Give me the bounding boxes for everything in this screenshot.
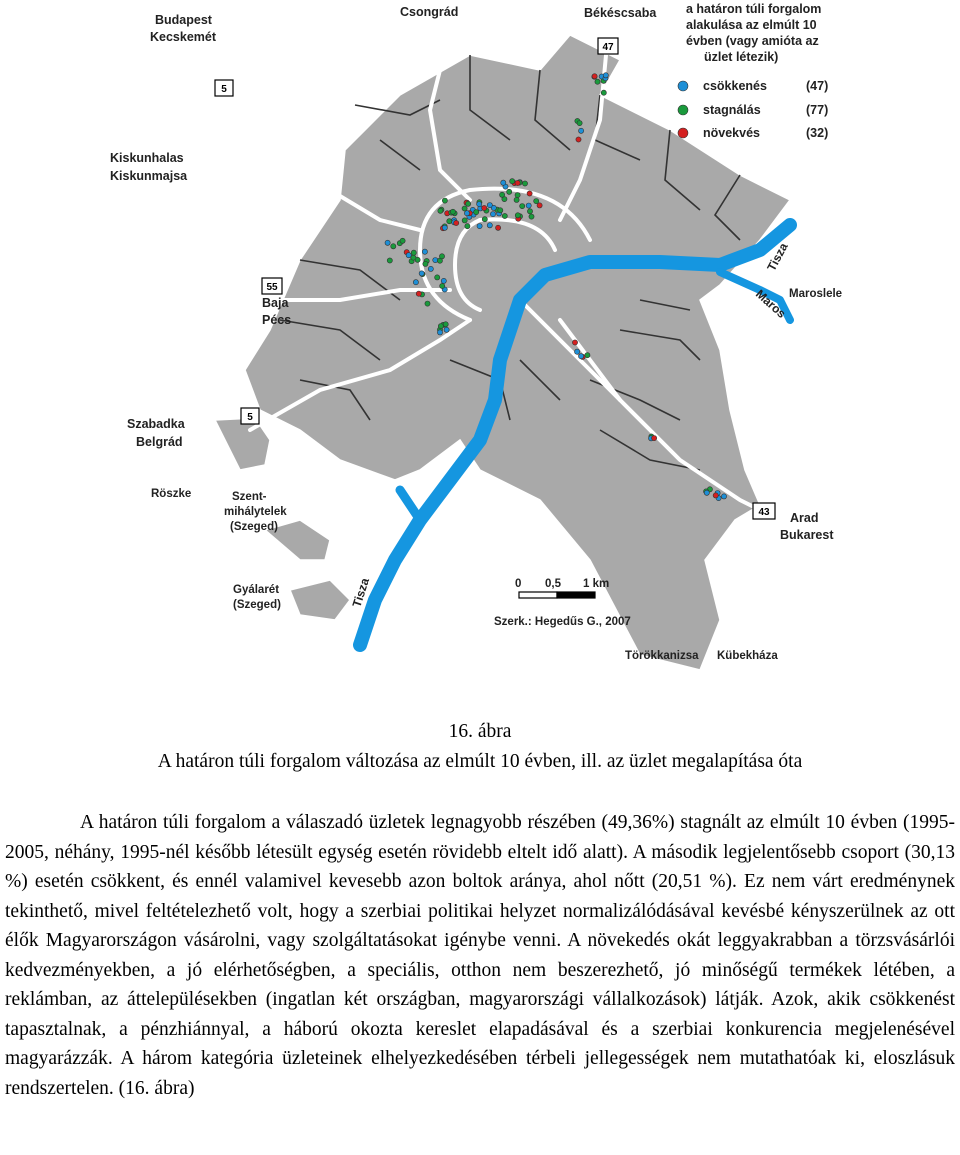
river-label-tisza-south: Tisza	[349, 576, 373, 609]
road-shield-5-south	[241, 408, 259, 424]
shop-marker	[579, 128, 584, 133]
shop-marker	[501, 180, 506, 185]
city-label-szentmihalytelek-2: mihálytelek	[224, 506, 287, 518]
shop-marker	[577, 121, 582, 126]
city-label-roszke: Röszke	[151, 488, 192, 500]
legend-count-decrease: (47)	[806, 79, 829, 93]
shop-marker	[438, 324, 443, 329]
shop-marker	[444, 327, 449, 332]
shop-marker	[423, 261, 428, 266]
city-label-belgrad: Belgrád	[136, 435, 183, 449]
legend-marker-stagnation	[678, 105, 688, 115]
city-label-szentmihalytelek-3: (Szeged)	[230, 521, 278, 533]
shop-marker	[419, 271, 424, 276]
city-label-szabadka: Szabadka	[127, 417, 185, 431]
shop-marker	[534, 199, 539, 204]
shop-marker	[496, 225, 501, 230]
shop-marker	[487, 223, 492, 228]
shop-marker	[406, 253, 411, 258]
shop-marker	[385, 240, 390, 245]
legend-title-line-1: a határon túli forgalom	[686, 2, 822, 16]
shop-marker	[391, 244, 396, 249]
shop-marker	[413, 280, 418, 285]
shop-marker	[515, 213, 520, 218]
legend-title-line-2: alakulása az elmúlt 10	[686, 18, 817, 32]
river-label-tisza-north: Tisza	[764, 240, 791, 274]
shop-marker	[537, 203, 542, 208]
city-label-pecs: Pécs	[262, 313, 292, 327]
shop-marker	[502, 213, 507, 218]
legend-count-increase: (32)	[806, 126, 829, 140]
city-label-kiskunmajsa: Kiskunmajsa	[110, 169, 188, 183]
shop-marker	[595, 79, 600, 84]
shop-marker	[435, 275, 440, 280]
city-label-bekescsaba: Békéscsaba	[584, 6, 657, 20]
scale-label-0: 0	[515, 578, 522, 590]
shop-marker	[466, 201, 471, 206]
road-number: 55	[266, 282, 278, 293]
scale-bar	[515, 578, 609, 598]
city-label-torokkanizsa: Törökkanizsa	[625, 650, 699, 662]
shop-marker	[400, 238, 405, 243]
legend-label-stagnation: stagnálás	[703, 103, 761, 117]
city-label-csongrad: Csongrád	[400, 5, 459, 19]
road-shield-43	[753, 503, 775, 519]
shop-marker	[487, 203, 492, 208]
shop-marker	[592, 74, 597, 79]
legend-title-line-3: évben (vagy amióta az	[686, 34, 819, 48]
city-label-arad: Arad	[790, 511, 819, 525]
shop-marker	[462, 218, 467, 223]
figure-number: 16. ábra	[448, 721, 512, 742]
shop-marker	[474, 210, 479, 215]
map-legend	[678, 2, 828, 140]
city-label-szentmihalytelek-1: Szent-	[232, 491, 267, 503]
city-label-gyalaret-1: Gyálarét	[233, 584, 280, 596]
shop-marker	[425, 301, 430, 306]
shop-marker	[462, 206, 467, 211]
legend-label-increase: növekvés	[703, 126, 760, 140]
city-label-kubekhaza: Kübekháza	[717, 650, 778, 662]
city-label-maroslele: Maroslele	[789, 288, 843, 300]
city-label-baja: Baja	[262, 296, 289, 310]
shop-marker	[500, 192, 505, 197]
road-number: 5	[221, 84, 227, 95]
shop-marker	[490, 212, 495, 217]
shop-marker	[428, 266, 433, 271]
city-label-gyalaret-2: (Szeged)	[233, 599, 281, 611]
shop-marker	[579, 354, 584, 359]
shop-marker	[442, 225, 447, 230]
shop-marker	[515, 180, 520, 185]
river-label-maros: Maros	[752, 286, 789, 321]
shop-marker	[450, 209, 455, 214]
shop-marker	[713, 493, 718, 498]
shop-marker	[572, 340, 577, 345]
shop-marker	[652, 436, 657, 441]
road-number: 43	[758, 507, 770, 518]
shop-marker	[422, 249, 427, 254]
shop-marker	[704, 490, 709, 495]
shop-marker	[514, 197, 519, 202]
shop-marker	[438, 208, 443, 213]
shop-marker	[411, 250, 416, 255]
shop-marker	[416, 291, 421, 296]
shop-marker	[526, 203, 531, 208]
shop-marker	[477, 202, 482, 207]
shop-marker	[522, 181, 527, 186]
shop-marker	[498, 208, 503, 213]
shop-marker	[442, 198, 447, 203]
shop-marker	[527, 209, 532, 214]
shop-marker	[601, 90, 606, 95]
shop-marker	[529, 214, 534, 219]
shop-marker	[482, 217, 487, 222]
shop-marker	[437, 330, 442, 335]
shop-marker	[585, 353, 590, 358]
legend-label-decrease: csökkenés	[703, 79, 767, 93]
city-label-kecskemet: Kecskemét	[150, 30, 217, 44]
shop-marker	[515, 193, 520, 198]
shop-marker	[575, 349, 580, 354]
figure-title: A határon túli forgalom változása az elmúlt 10 évben, ill. az üzlet megalapítása óta	[157, 751, 803, 772]
road-shield-47	[598, 38, 618, 54]
shop-marker	[576, 137, 581, 142]
shop-marker	[510, 179, 515, 184]
shop-marker	[387, 258, 392, 263]
body-paragraph-container	[5, 808, 955, 1103]
shop-marker	[411, 255, 416, 260]
scale-label-half: 0,5	[545, 578, 561, 590]
shop-marker	[477, 224, 482, 229]
scale-label-1km: 1 km	[583, 578, 610, 590]
shop-marker	[441, 278, 446, 283]
shop-marker	[465, 224, 470, 229]
tisza-side-channel	[400, 490, 420, 520]
shop-marker	[527, 191, 532, 196]
legend-count-stagnation: (77)	[806, 103, 829, 117]
legend-marker-decrease	[678, 81, 688, 91]
shop-marker	[482, 205, 487, 210]
road-number: 5	[247, 412, 253, 423]
legend-title-line-4: üzlet létezik)	[704, 50, 779, 64]
city-label-kiskunhalas: Kiskunhalas	[110, 151, 184, 165]
city-label-budapest: Budapest	[155, 13, 212, 27]
shop-marker	[721, 494, 726, 499]
road-shield-55	[262, 278, 282, 294]
shop-marker	[464, 211, 469, 216]
shop-marker	[507, 189, 512, 194]
body-paragraph: A határon túli forgalom a válaszadó üzletek legnagyobb részében (49,36%) stagnált az elmúlt 10 évben (1995-2005, néhány, 1995-nél később létesült egység esetén rövidebb eltelt idő alatt). A második legjelentősebb csoport (30,13 %) esetén csökkent, és ennél valamivel kevesebb azon boltok aránya, ahol nőtt (20,51 %). Ez nem várt eredménynek tekinthető, mivel feltételezhető volt, hogy a szerbiai politikai helyzet normalizálódásával kevésbé kényszerülnek az ott élők Magyarországon vásárolni, vagy szolgáltatásokat igénybe venni. A növekedés okát leggyakrabban a törzsvásárlói kedvezményekben, a jó elérhetőségben, a speciális, otthon nem beszerezhető, jó minőségű termékek létében, a reklámban, az áttelepülésekben (ingatlan két országban, magyarországi vállalkozások) látják. Azok, akik csökkenést tapasztalnak, a pénzhiánnyal, a háború okozta kereslet elapadásával és a szerbiai konkurencia megjelenésével magyarázzák. A három kategória üzleteinek elhelyezkedésében térbeli jellegességek nem mutathatóak ki, eloszlásuk rendszertelen. (16. ábra)	[5, 812, 955, 1099]
road-number: 47	[602, 42, 614, 53]
legend-marker-increase	[678, 128, 688, 138]
shop-marker	[454, 220, 459, 225]
map-credit: Szerk.: Hegedűs G., 2007	[494, 616, 631, 628]
road-shield-5-north	[215, 80, 233, 96]
shop-marker	[447, 219, 452, 224]
shop-marker	[520, 204, 525, 209]
shop-marker	[439, 254, 444, 259]
shop-marker	[440, 283, 445, 288]
shop-marker	[443, 322, 448, 327]
shop-marker	[603, 73, 608, 78]
city-label-bukarest: Bukarest	[780, 528, 834, 542]
